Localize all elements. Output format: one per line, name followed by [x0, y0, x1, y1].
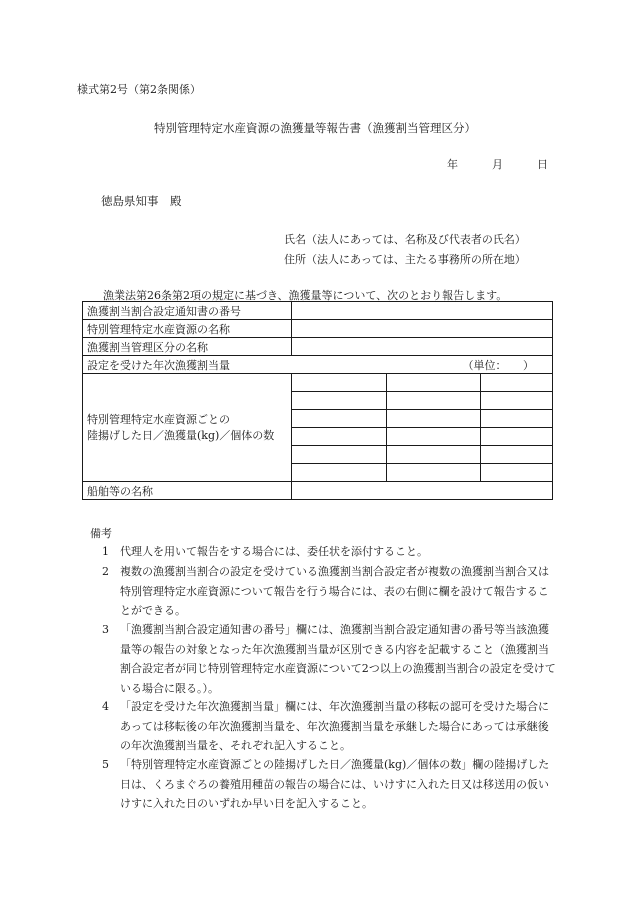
- note-number: 2: [102, 565, 109, 578]
- note-item: [102, 542, 557, 562]
- vessel-name-field[interactable]: [292, 482, 553, 500]
- row-label-vessel-name: 船舶等の名称: [83, 482, 292, 500]
- note-number: 1: [102, 545, 109, 558]
- landing-date-field[interactable]: [292, 446, 387, 464]
- landing-count-field[interactable]: [481, 392, 553, 410]
- landing-row: [83, 374, 553, 392]
- landing-catch-field[interactable]: [387, 446, 481, 464]
- landing-label-cell: [83, 374, 292, 482]
- note-text: 「漁獲割当割合設定通知書の番号」欄には、漁獲割当割合設定通知書の番号等当該漁獲量等の報告の対象となった年次漁獲割当量が区別できる内容を記載すること（漁獲割当割合設定者が同じ特別管理特定水産資源について2つ以上の漁獲割当割合の設定を受けている場合に限る。）。: [120, 623, 556, 695]
- note-text: 複数の漁獲割当割合の設定を受けている漁獲割当割合設定者が複数の漁獲割当割合又は特別管理特定水産資源について報告を行う場合には、表の右側に欄を設けて報告することができる。: [120, 565, 549, 618]
- row-label-division-name: 漁獲割当管理区分の名称: [83, 338, 292, 356]
- landing-catch-field[interactable]: [387, 410, 481, 428]
- note-item: [102, 697, 557, 756]
- document-title: 特別管理特定水産資源の漁獲量等報告書（漁獲割当管理区分）: [154, 121, 476, 135]
- note-number: 4: [102, 700, 109, 713]
- landing-date-field[interactable]: [292, 374, 387, 392]
- reporter-address-line: 住所（法人にあっては、主たる事務所の所在地）: [284, 253, 526, 266]
- landing-catch-field[interactable]: [387, 374, 481, 392]
- row-label-resource-name: 特別管理特定水産資源の名称: [83, 320, 292, 338]
- note-text: 代理人を用いて報告をする場合には、委任状を添付すること。: [120, 545, 428, 558]
- note-item: [102, 755, 557, 814]
- landing-date-field[interactable]: [292, 392, 387, 410]
- landing-date-field[interactable]: [292, 428, 387, 446]
- landing-catch-field[interactable]: [387, 428, 481, 446]
- table-row: [83, 338, 553, 356]
- notes-heading: 備考: [90, 527, 112, 540]
- table-row: [83, 302, 553, 320]
- note-number: 3: [102, 623, 109, 636]
- note-text: 「特別管理特定水産資源ごとの陸揚げした日／漁獲量(kg)／個体の数」欄の陸揚げした日は、くろまぐろの養殖用種苗の報告の場合には、いけすに入れた日又は移送用の仮いけすに入れた日のいずれか早い日を記入すること。: [120, 758, 550, 811]
- landing-date-field[interactable]: [292, 464, 387, 482]
- landing-date-field[interactable]: [292, 410, 387, 428]
- landing-count-field[interactable]: [481, 464, 553, 482]
- form-number: 様式第2号（第2条関係）: [77, 83, 201, 96]
- note-item: [102, 562, 557, 621]
- year-label: 年: [447, 158, 458, 171]
- landing-label-line-1: 特別管理特定水産資源ごとの: [87, 412, 230, 426]
- landing-catch-field[interactable]: [387, 392, 481, 410]
- resource-name-field[interactable]: [292, 320, 553, 338]
- reporter-name-line: 氏名（法人にあっては、名称及び代表者の氏名）: [284, 233, 526, 246]
- annual-quota-row: [83, 356, 553, 374]
- note-number: 5: [102, 758, 109, 771]
- intro-text: 漁業法第26条第2項の規定に基づき、漁獲量等について、次のとおり報告します。: [103, 289, 508, 302]
- unit-label: （単位： ）: [462, 359, 534, 372]
- note-item: [102, 620, 557, 698]
- landing-count-field[interactable]: [481, 428, 553, 446]
- table-row: [83, 320, 553, 338]
- note-text: 「設定を受けた年次漁獲割当量」欄には、年次漁獲割当量の移転の認可を受けた場合にあっては移転後の年次漁獲割当量を、年次漁獲割当量を承継した場合にあっては承継後の年次漁獲割当量を、それぞれ記入すること。: [120, 700, 549, 753]
- report-table: [82, 301, 553, 500]
- addressee: 徳島県知事 殿: [101, 194, 182, 208]
- division-name-field[interactable]: [292, 338, 553, 356]
- landing-label-line-2: 陸揚げした日／漁獲量(kg)／個体の数: [87, 428, 275, 442]
- table-row: [83, 356, 553, 374]
- row-label-notice-number: 漁獲割当割合設定通知書の番号: [83, 302, 292, 320]
- date-line: [447, 156, 548, 172]
- notice-number-field[interactable]: [292, 302, 553, 320]
- landing-count-field[interactable]: [481, 374, 553, 392]
- month-label: 月: [492, 158, 503, 171]
- landing-catch-field[interactable]: [387, 464, 481, 482]
- landing-count-field[interactable]: [481, 446, 553, 464]
- row-label-annual-quota: 設定を受けた年次漁獲割当量: [87, 358, 230, 372]
- table-row: [83, 482, 553, 500]
- landing-count-field[interactable]: [481, 410, 553, 428]
- day-label: 日: [537, 158, 548, 171]
